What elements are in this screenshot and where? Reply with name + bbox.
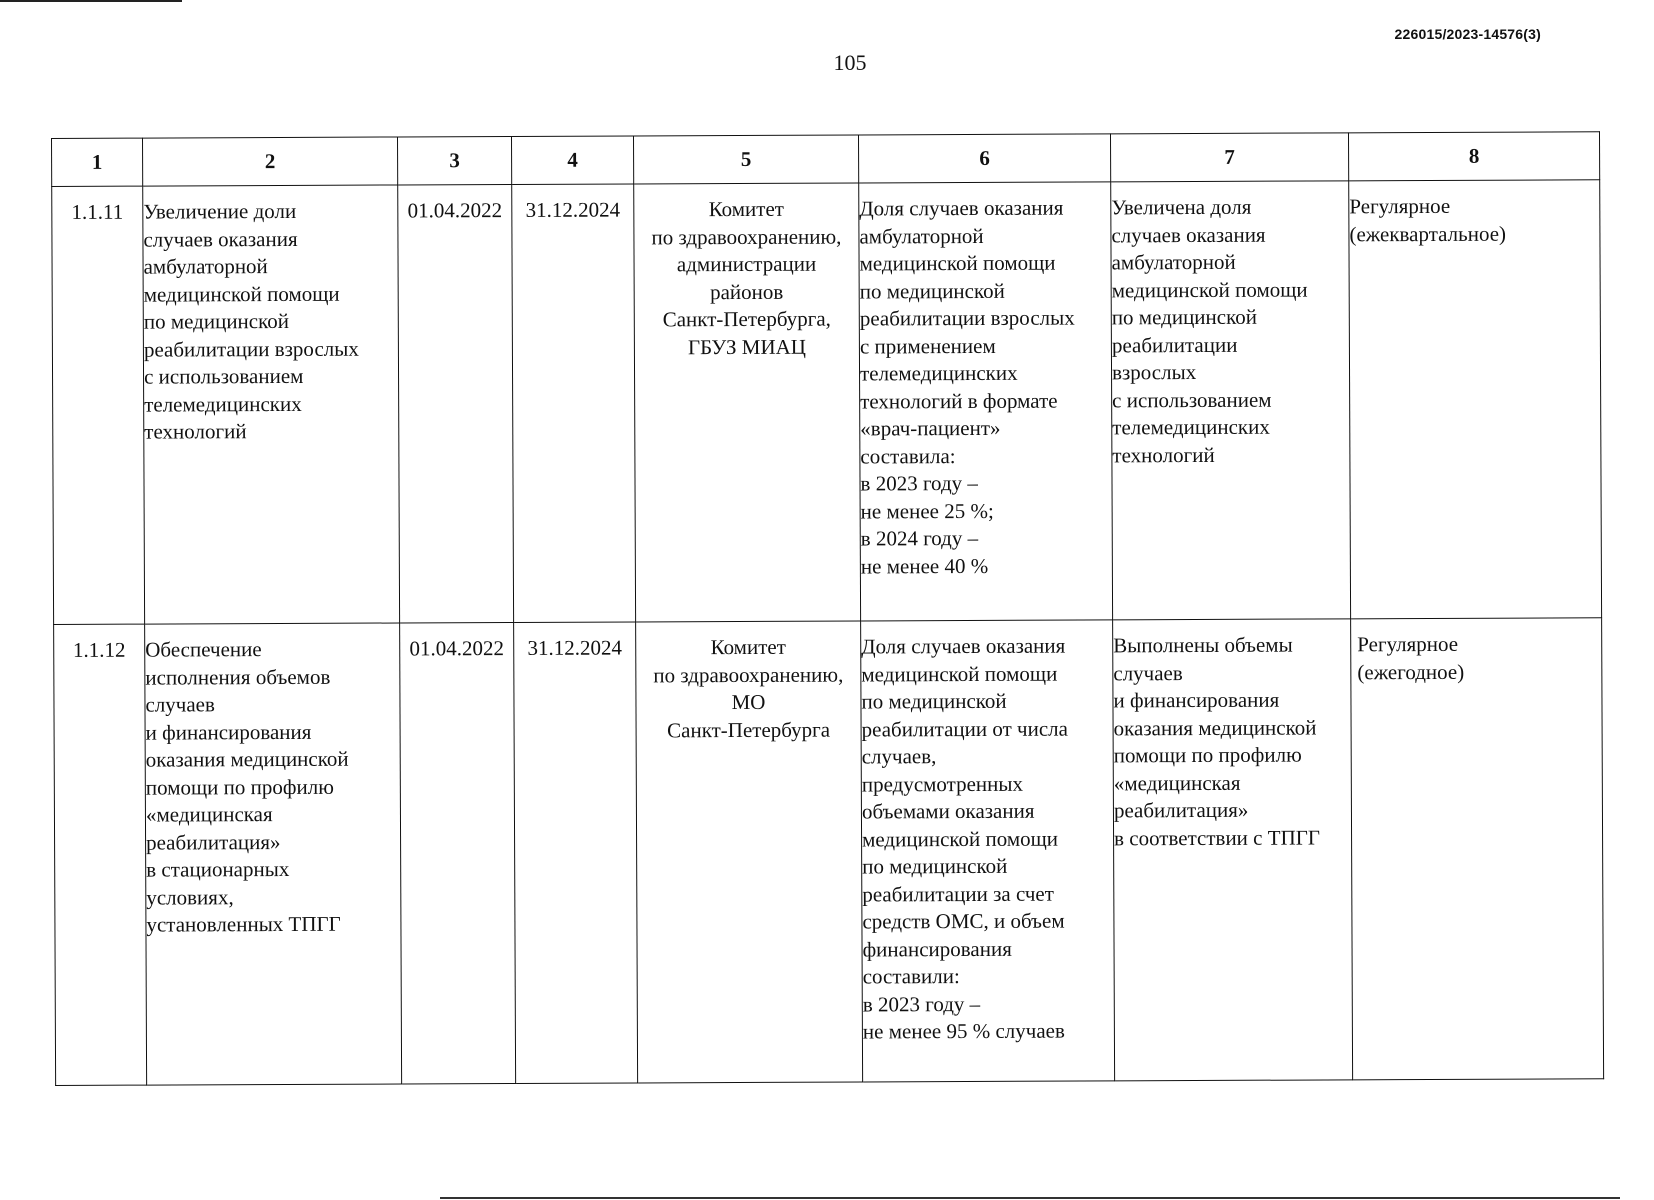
end-date-cell: 31.12.2024 <box>512 184 636 623</box>
result-cell: Увеличена доля случаев оказания амбулаторной медицинской помощи по медицинской реабилитации взрослых с использованием телемедицинских технологий <box>1111 181 1351 620</box>
scan-artifact-top <box>0 0 182 2</box>
activity-cell: Увеличение доли случаев оказания амбулаторной медицинской помощи по медицинской реабилитации взрослых с использованием телемедицинских технологий <box>143 185 400 624</box>
column-header: 7 <box>1110 133 1348 182</box>
responsible-cell: Комитет по здравоохранению, администрации районов Санкт-Петербурга, ГБУЗ МИАЦ <box>634 183 861 622</box>
start-date-cell: 01.04.2022 <box>400 622 516 1083</box>
periodicity-cell: Регулярное (ежегодное) <box>1351 618 1604 1080</box>
document-number: 226015/2023-14576(3) <box>1394 26 1541 42</box>
row-number: 1.1.12 <box>54 624 147 1085</box>
row-number: 1.1.11 <box>52 186 145 624</box>
plan-table <box>51 131 1604 1086</box>
result-cell: Выполнены объемы случаев и финансирования оказания медицинской помощи по профилю «медицинская реабилитация» в соответствии с ТПГГ <box>1113 619 1353 1081</box>
page-number: 105 <box>833 50 867 75</box>
column-header: 8 <box>1348 132 1599 181</box>
column-header: 2 <box>143 137 398 186</box>
column-header: 1 <box>52 138 143 186</box>
table-row <box>54 618 1604 1086</box>
activity-cell: Обеспечение исполнения объемов случаев и финансирования оказания медицинской помощи по профилю «медицинская реабилитация» в стационарных условиях, установленных ТПГГ <box>145 623 402 1085</box>
column-header: 5 <box>633 135 858 184</box>
start-date-cell: 01.04.2022 <box>398 184 514 622</box>
column-header: 4 <box>511 136 633 185</box>
end-date-cell: 31.12.2024 <box>514 622 638 1084</box>
scan-artifact-bottom <box>440 1197 1620 1199</box>
responsible-cell: Комитет по здравоохранению, МО Санкт-Петербурга <box>636 621 863 1083</box>
table-row <box>52 180 1602 625</box>
indicator-cell: Доля случаев оказания медицинской помощи по медицинской реабилитации от числа случаев, предусмотренных объемами оказания медицинской помощи по медицинской реабилитации за счет средств ОМС, и объем финансирования составили: в 2023 году – не менее 95 % случаев <box>861 620 1115 1082</box>
column-header: 3 <box>397 136 511 184</box>
indicator-cell: Доля случаев оказания амбулаторной медицинской помощи по медицинской реабилитации взрослых с применением телемедицинских технологий в формате «врач-пациент» составила: в 2023 году – не менее 25 %; в 2024 году – не менее 40 % <box>859 182 1113 621</box>
column-header: 6 <box>858 134 1110 183</box>
table-header-row <box>52 132 1600 187</box>
periodicity-cell: Регулярное (ежеквартальное) <box>1349 180 1602 619</box>
